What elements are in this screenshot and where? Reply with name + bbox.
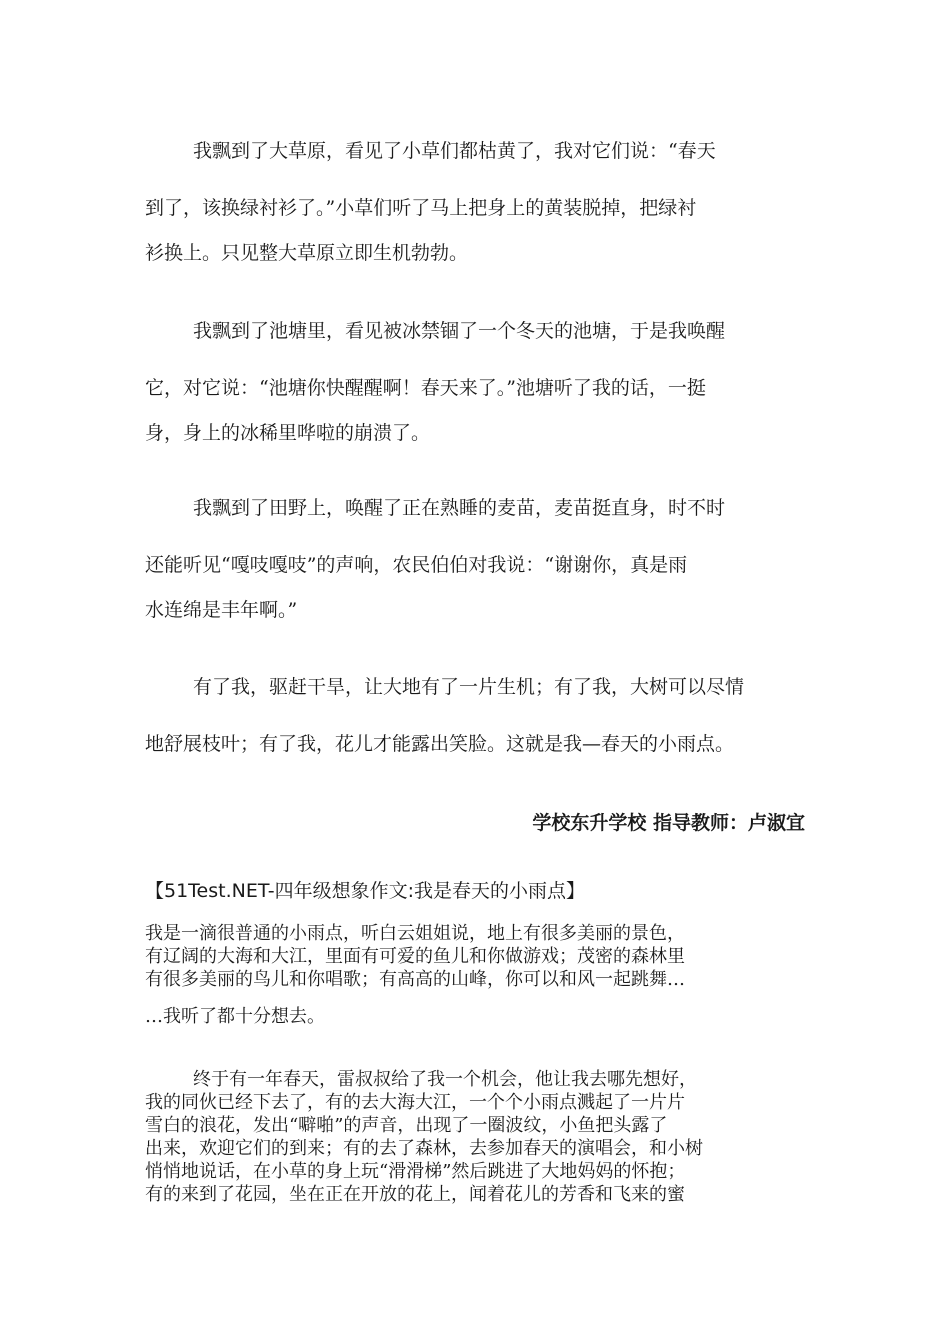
paragraph-line: 水连绵是丰年啊。” <box>145 599 298 621</box>
essay1-paragraph-2 <box>145 322 810 443</box>
paragraph-line: 到了，该换绿衬衫了。”小草们听了马上把身上的黄装脱掉，把绿衬 <box>145 197 697 219</box>
paragraph-line: 我的同伙已经下去了，有的去大海大江，一个个小雨点溅起了一片片 <box>145 1092 685 1113</box>
paragraph-line: 还能听见“嘎吱嘎吱”的声响，农民伯伯对我说：“谢谢你，真是雨 <box>145 554 688 576</box>
paragraph-line: 我是一滴很普通的小雨点，听白云姐姐说，地上有很多美丽的景色， <box>145 923 685 944</box>
paragraph-line: 有很多美丽的鸟儿和你唱歌；有高高的山峰，你可以和风一起跳舞… <box>145 969 685 990</box>
author-signature: 学校东升学校 指导教师：卢淑宜 <box>532 812 805 834</box>
paragraph-line: 悄悄地说话，在小草的身上玩“滑滑梯”然后跳进了大地妈妈的怀抱； <box>145 1161 686 1182</box>
paragraph-line: 身，身上的冰稀里哗啦的崩溃了。 <box>145 422 431 444</box>
paragraph-line: 它，对它说：“池塘你快醒醒啊！春天来了。”池塘听了我的话，一挺 <box>145 377 706 399</box>
essay2-intro-paragraph <box>145 922 815 1028</box>
paragraph-line: 我飘到了池塘里，看见被冰禁锢了一个冬天的池塘，于是我唤醒 <box>193 320 726 342</box>
paragraph-line: 雪白的浪花，发出“噼啪”的声音，出现了一圈波纹，小鱼把头露了 <box>145 1115 668 1136</box>
essay1-paragraph-1 <box>145 142 810 263</box>
paragraph-line: 地舒展枝叶；有了我，花儿才能露出笑脸。这就是我—春天的小雨点。 <box>145 733 735 755</box>
essay2-body-paragraph <box>145 1068 815 1206</box>
paragraph-line: 有辽阔的大海和大江，里面有可爱的鱼儿和你做游戏；茂密的森林里 <box>145 946 685 967</box>
paragraph-line: 出来，欢迎它们的到来；有的去了森林，去参加春天的演唱会，和小树 <box>145 1138 703 1159</box>
paragraph-line: …我听了都十分想去。 <box>145 1006 325 1027</box>
paragraph-line: 我飘到了大草原，看见了小草们都枯黄了，我对它们说：“春天 <box>193 140 716 162</box>
paragraph-line: 有的来到了花园，坐在正在开放的花上，闻着花儿的芳香和飞来的蜜 <box>145 1184 685 1205</box>
paragraph-line: 终于有一年春天，雷叔叔给了我一个机会，他让我去哪先想好， <box>193 1069 697 1090</box>
paragraph-line: 有了我，驱赶干旱，让大地有了一片生机；有了我，大树可以尽情 <box>193 676 745 698</box>
essay-title: 【51Test.NET-四年级想象作文:我是春天的小雨点】 <box>145 880 585 902</box>
paragraph-line: 我飘到了田野上，唤醒了正在熟睡的麦苗，麦苗挺直身，时不时 <box>193 497 726 519</box>
paragraph-line: 衫换上。只见整大草原立即生机勃勃。 <box>145 242 469 264</box>
essay1-paragraph-3 <box>145 499 810 620</box>
essay1-paragraph-4 <box>145 678 810 754</box>
